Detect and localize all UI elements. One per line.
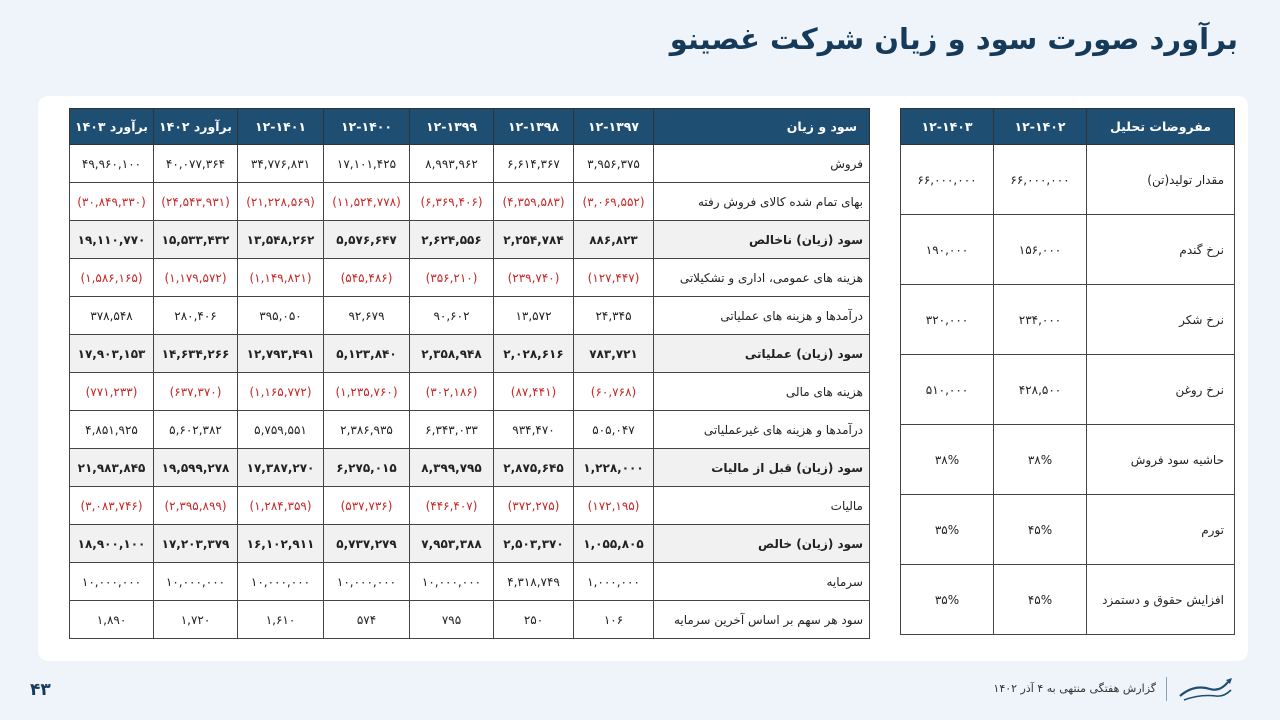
table-cell: ۹۰,۶۰۲ bbox=[410, 297, 494, 335]
table-cell: ۵۱۰,۰۰۰ bbox=[901, 355, 994, 425]
row-label: هزینه های مالی bbox=[654, 373, 870, 411]
table-cell: (۱,۲۳۵,۷۶۰) bbox=[324, 373, 410, 411]
page-title: برآورد صورت سود و زیان شرکت غصینو bbox=[669, 22, 1238, 56]
table-row bbox=[901, 565, 1235, 635]
table-cell: ۵۷۴ bbox=[324, 601, 410, 639]
table-cell: ۲,۰۲۸,۶۱۶ bbox=[494, 335, 574, 373]
table-row bbox=[70, 145, 870, 183]
table-cell: (۴,۳۵۹,۵۸۳) bbox=[494, 183, 574, 221]
table-cell: (۳,۰۸۳,۷۴۶) bbox=[70, 487, 154, 525]
table-row bbox=[70, 487, 870, 525]
table-row bbox=[70, 259, 870, 297]
table-cell: ۹۳۴,۴۷۰ bbox=[494, 411, 574, 449]
table-cell: ۲۳۴,۰۰۰ bbox=[994, 285, 1087, 355]
row-label: مالیات bbox=[654, 487, 870, 525]
table-row bbox=[70, 297, 870, 335]
table-cell: (۷۷۱,۲۳۳) bbox=[70, 373, 154, 411]
table-cell: (۸۷,۴۴۱) bbox=[494, 373, 574, 411]
table-cell: ۳۸% bbox=[994, 425, 1087, 495]
table-cell: ۲۴,۳۴۵ bbox=[574, 297, 654, 335]
table-cell: ۴۵% bbox=[994, 495, 1087, 565]
table-cell: ۱,۸۹۰ bbox=[70, 601, 154, 639]
table-cell: ۱۷,۱۰۱,۴۲۵ bbox=[324, 145, 410, 183]
row-label: نرخ گندم bbox=[1087, 215, 1235, 285]
table-cell: (۱۷۲,۱۹۵) bbox=[574, 487, 654, 525]
table-cell: ۱,۰۰۰,۰۰۰ bbox=[574, 563, 654, 601]
table-cell: ۱۰,۰۰۰,۰۰۰ bbox=[324, 563, 410, 601]
table-cell: (۵۴۵,۴۸۶) bbox=[324, 259, 410, 297]
table-cell: (۴۴۶,۴۰۷) bbox=[410, 487, 494, 525]
footer-text: گزارش هفتگی منتهی به ۴ آذر ۱۴۰۲ bbox=[993, 682, 1156, 695]
table-cell: ۹۲,۶۷۹ bbox=[324, 297, 410, 335]
table-cell: ۶,۳۴۳,۰۳۳ bbox=[410, 411, 494, 449]
table-cell: ۵,۷۳۷,۲۷۹ bbox=[324, 525, 410, 563]
table-cell: ۳۷۸,۵۴۸ bbox=[70, 297, 154, 335]
table-row bbox=[901, 215, 1235, 285]
row-label: سود (زیان) قبل از مالیات bbox=[654, 449, 870, 487]
table-row bbox=[70, 183, 870, 221]
column-header: ۱۲-۱۴۰۲ bbox=[994, 109, 1087, 145]
table-cell: ۵,۱۲۳,۸۴۰ bbox=[324, 335, 410, 373]
table-cell: (۱,۱۶۵,۷۷۲) bbox=[238, 373, 324, 411]
page-number: ۴۳ bbox=[30, 680, 51, 700]
column-header: ۱۲-۱۴۰۰ bbox=[324, 109, 410, 145]
column-header: سود و زیان bbox=[654, 109, 870, 145]
table-cell: ۵۰۵,۰۴۷ bbox=[574, 411, 654, 449]
company-logo-icon bbox=[1176, 674, 1236, 704]
table-cell: (۲,۳۹۵,۸۹۹) bbox=[154, 487, 238, 525]
table-cell: ۱,۷۲۰ bbox=[154, 601, 238, 639]
table-cell: ۶,۲۷۵,۰۱۵ bbox=[324, 449, 410, 487]
table-cell: (۳۵۶,۲۱۰) bbox=[410, 259, 494, 297]
table-cell: ۸,۹۹۳,۹۶۲ bbox=[410, 145, 494, 183]
table-cell: ۱۰,۰۰۰,۰۰۰ bbox=[70, 563, 154, 601]
table-cell: ۱,۶۱۰ bbox=[238, 601, 324, 639]
row-label: فروش bbox=[654, 145, 870, 183]
table-cell: ۱,۲۲۸,۰۰۰ bbox=[574, 449, 654, 487]
column-header: ۱۲-۱۴۰۳ bbox=[901, 109, 994, 145]
table-cell: ۲,۳۵۸,۹۴۸ bbox=[410, 335, 494, 373]
table-cell: ۵,۷۵۹,۵۵۱ bbox=[238, 411, 324, 449]
table-cell: ۳۴,۷۷۶,۸۳۱ bbox=[238, 145, 324, 183]
table-cell: ۱۰,۰۰۰,۰۰۰ bbox=[154, 563, 238, 601]
table-row bbox=[901, 145, 1235, 215]
table-header-row bbox=[70, 109, 870, 145]
column-header: مفروضات تحلیل bbox=[1087, 109, 1235, 145]
column-header: ۱۲-۱۳۹۸ bbox=[494, 109, 574, 145]
table-row bbox=[70, 221, 870, 259]
table-row bbox=[70, 449, 870, 487]
table-cell: (۲۱,۲۲۸,۵۶۹) bbox=[238, 183, 324, 221]
table-cell: ۳۸% bbox=[901, 425, 994, 495]
table-cell: ۱۸,۹۰۰,۱۰۰ bbox=[70, 525, 154, 563]
row-label: نرخ شکر bbox=[1087, 285, 1235, 355]
table-row bbox=[70, 411, 870, 449]
table-cell: ۱۶,۱۰۲,۹۱۱ bbox=[238, 525, 324, 563]
table-cell: ۸,۳۹۹,۷۹۵ bbox=[410, 449, 494, 487]
row-label: نرخ روغن bbox=[1087, 355, 1235, 425]
table-cell: ۳۲۰,۰۰۰ bbox=[901, 285, 994, 355]
row-label: افزایش حقوق و دستمزد bbox=[1087, 565, 1235, 635]
table-cell: (۵۳۷,۷۳۶) bbox=[324, 487, 410, 525]
table-cell: ۴,۳۱۸,۷۴۹ bbox=[494, 563, 574, 601]
row-label: هزینه های عمومی، اداری و تشکیلاتی bbox=[654, 259, 870, 297]
table-cell: ۱۷,۹۰۳,۱۵۳ bbox=[70, 335, 154, 373]
table-cell: ۸۸۶,۸۲۳ bbox=[574, 221, 654, 259]
table-cell: ۷,۹۵۳,۳۸۸ bbox=[410, 525, 494, 563]
table-row bbox=[70, 563, 870, 601]
table-cell: (۶۳۷,۳۷۰) bbox=[154, 373, 238, 411]
row-label: بهای تمام شده کالای فروش رفته bbox=[654, 183, 870, 221]
table-cell: ۶۶,۰۰۰,۰۰۰ bbox=[994, 145, 1087, 215]
column-header: برآورد ۱۴۰۲ bbox=[154, 109, 238, 145]
table-cell: (۲۳۹,۷۴۰) bbox=[494, 259, 574, 297]
table-cell: ۵,۵۷۶,۶۴۷ bbox=[324, 221, 410, 259]
table-cell: ۲,۶۲۴,۵۵۶ bbox=[410, 221, 494, 259]
table-cell: ۱۰,۰۰۰,۰۰۰ bbox=[410, 563, 494, 601]
table-cell: (۶۰,۷۶۸) bbox=[574, 373, 654, 411]
row-label: سرمایه bbox=[654, 563, 870, 601]
table-cell: (۱,۲۸۴,۳۵۹) bbox=[238, 487, 324, 525]
table-cell: ۱۹۰,۰۰۰ bbox=[901, 215, 994, 285]
table-cell: ۱۴,۶۳۴,۲۶۶ bbox=[154, 335, 238, 373]
row-label: تورم bbox=[1087, 495, 1235, 565]
table-cell: ۴,۸۵۱,۹۲۵ bbox=[70, 411, 154, 449]
table-cell: ۳,۹۵۶,۳۷۵ bbox=[574, 145, 654, 183]
table-cell: ۱۳,۵۷۲ bbox=[494, 297, 574, 335]
table-cell: ۵,۶۰۲,۳۸۲ bbox=[154, 411, 238, 449]
table-cell: ۱۹,۵۹۹,۲۷۸ bbox=[154, 449, 238, 487]
table-cell: ۱۵,۵۳۳,۴۳۲ bbox=[154, 221, 238, 259]
table-cell: ۱۵۶,۰۰۰ bbox=[994, 215, 1087, 285]
table-cell: ۱۰۶ bbox=[574, 601, 654, 639]
table-cell: ۲,۳۸۶,۹۳۵ bbox=[324, 411, 410, 449]
table-cell: ۱,۰۵۵,۸۰۵ bbox=[574, 525, 654, 563]
table-cell: ۶,۶۱۴,۳۶۷ bbox=[494, 145, 574, 183]
table-cell: (۳۰,۸۴۹,۳۳۰) bbox=[70, 183, 154, 221]
footer-divider bbox=[1166, 677, 1167, 701]
table-cell: ۳۵% bbox=[901, 495, 994, 565]
table-row bbox=[70, 373, 870, 411]
row-label: درآمدها و هزینه های عملیاتی bbox=[654, 297, 870, 335]
table-cell: (۳۰۲,۱۸۶) bbox=[410, 373, 494, 411]
table-cell: ۲,۲۵۴,۷۸۴ bbox=[494, 221, 574, 259]
table-cell: ۲,۸۷۵,۶۴۵ bbox=[494, 449, 574, 487]
table-row bbox=[901, 425, 1235, 495]
table-cell: (۱,۱۷۹,۵۷۲) bbox=[154, 259, 238, 297]
table-cell: ۱۷,۳۸۷,۲۷۰ bbox=[238, 449, 324, 487]
row-label: سود (زیان) خالص bbox=[654, 525, 870, 563]
table-cell: (۱,۱۴۹,۸۲۱) bbox=[238, 259, 324, 297]
content-panel bbox=[38, 96, 1248, 661]
table-cell: ۱۲,۷۹۳,۴۹۱ bbox=[238, 335, 324, 373]
table-row bbox=[70, 525, 870, 563]
table-cell: ۳۵% bbox=[901, 565, 994, 635]
table-cell: (۱,۵۸۶,۱۶۵) bbox=[70, 259, 154, 297]
column-header: برآورد ۱۴۰۳ bbox=[70, 109, 154, 145]
table-cell: (۱۱,۵۲۴,۷۷۸) bbox=[324, 183, 410, 221]
table-cell: ۴۲۸,۵۰۰ bbox=[994, 355, 1087, 425]
column-header: ۱۲-۱۳۹۹ bbox=[410, 109, 494, 145]
table-row bbox=[901, 355, 1235, 425]
row-label: سود (زیان) ناخالص bbox=[654, 221, 870, 259]
table-cell: (۳,۰۶۹,۵۵۲) bbox=[574, 183, 654, 221]
table-cell: ۱۹,۱۱۰,۷۷۰ bbox=[70, 221, 154, 259]
table-cell: ۴۹,۹۶۰,۱۰۰ bbox=[70, 145, 154, 183]
table-row bbox=[70, 601, 870, 639]
table-cell: (۱۲۷,۴۴۷) bbox=[574, 259, 654, 297]
table-cell: ۳۹۵,۰۵۰ bbox=[238, 297, 324, 335]
table-cell: ۷۹۵ bbox=[410, 601, 494, 639]
table-cell: ۱۳,۵۴۸,۲۶۲ bbox=[238, 221, 324, 259]
table-cell: ۴۰,۰۷۷,۳۶۴ bbox=[154, 145, 238, 183]
row-label: سود (زیان) عملیاتی bbox=[654, 335, 870, 373]
table-cell: (۶,۳۶۹,۴۰۶) bbox=[410, 183, 494, 221]
table-cell: (۲۴,۵۴۳,۹۳۱) bbox=[154, 183, 238, 221]
table-cell: ۶۶,۰۰۰,۰۰۰ bbox=[901, 145, 994, 215]
table-row bbox=[70, 335, 870, 373]
table-cell: ۲۵۰ bbox=[494, 601, 574, 639]
income-statement-table bbox=[69, 108, 870, 639]
row-label: حاشیه سود فروش bbox=[1087, 425, 1235, 495]
row-label: درآمدها و هزینه های غیرعملیاتی bbox=[654, 411, 870, 449]
table-cell: ۴۵% bbox=[994, 565, 1087, 635]
row-label: مقدار تولید(تن) bbox=[1087, 145, 1235, 215]
table-cell: ۲۱,۹۸۳,۸۴۵ bbox=[70, 449, 154, 487]
column-header: ۱۲-۱۴۰۱ bbox=[238, 109, 324, 145]
table-cell: (۳۷۲,۲۷۵) bbox=[494, 487, 574, 525]
table-cell: ۷۸۳,۷۲۱ bbox=[574, 335, 654, 373]
table-cell: ۱۰,۰۰۰,۰۰۰ bbox=[238, 563, 324, 601]
assumptions-table bbox=[900, 108, 1235, 635]
table-cell: ۲۸۰,۴۰۶ bbox=[154, 297, 238, 335]
table-row bbox=[901, 285, 1235, 355]
table-cell: ۱۷,۲۰۳,۳۷۹ bbox=[154, 525, 238, 563]
table-header-row bbox=[901, 109, 1235, 145]
table-row bbox=[901, 495, 1235, 565]
column-header: ۱۲-۱۳۹۷ bbox=[574, 109, 654, 145]
row-label: سود هر سهم بر اساس آخرین سرمایه bbox=[654, 601, 870, 639]
table-cell: ۲,۵۰۳,۳۷۰ bbox=[494, 525, 574, 563]
